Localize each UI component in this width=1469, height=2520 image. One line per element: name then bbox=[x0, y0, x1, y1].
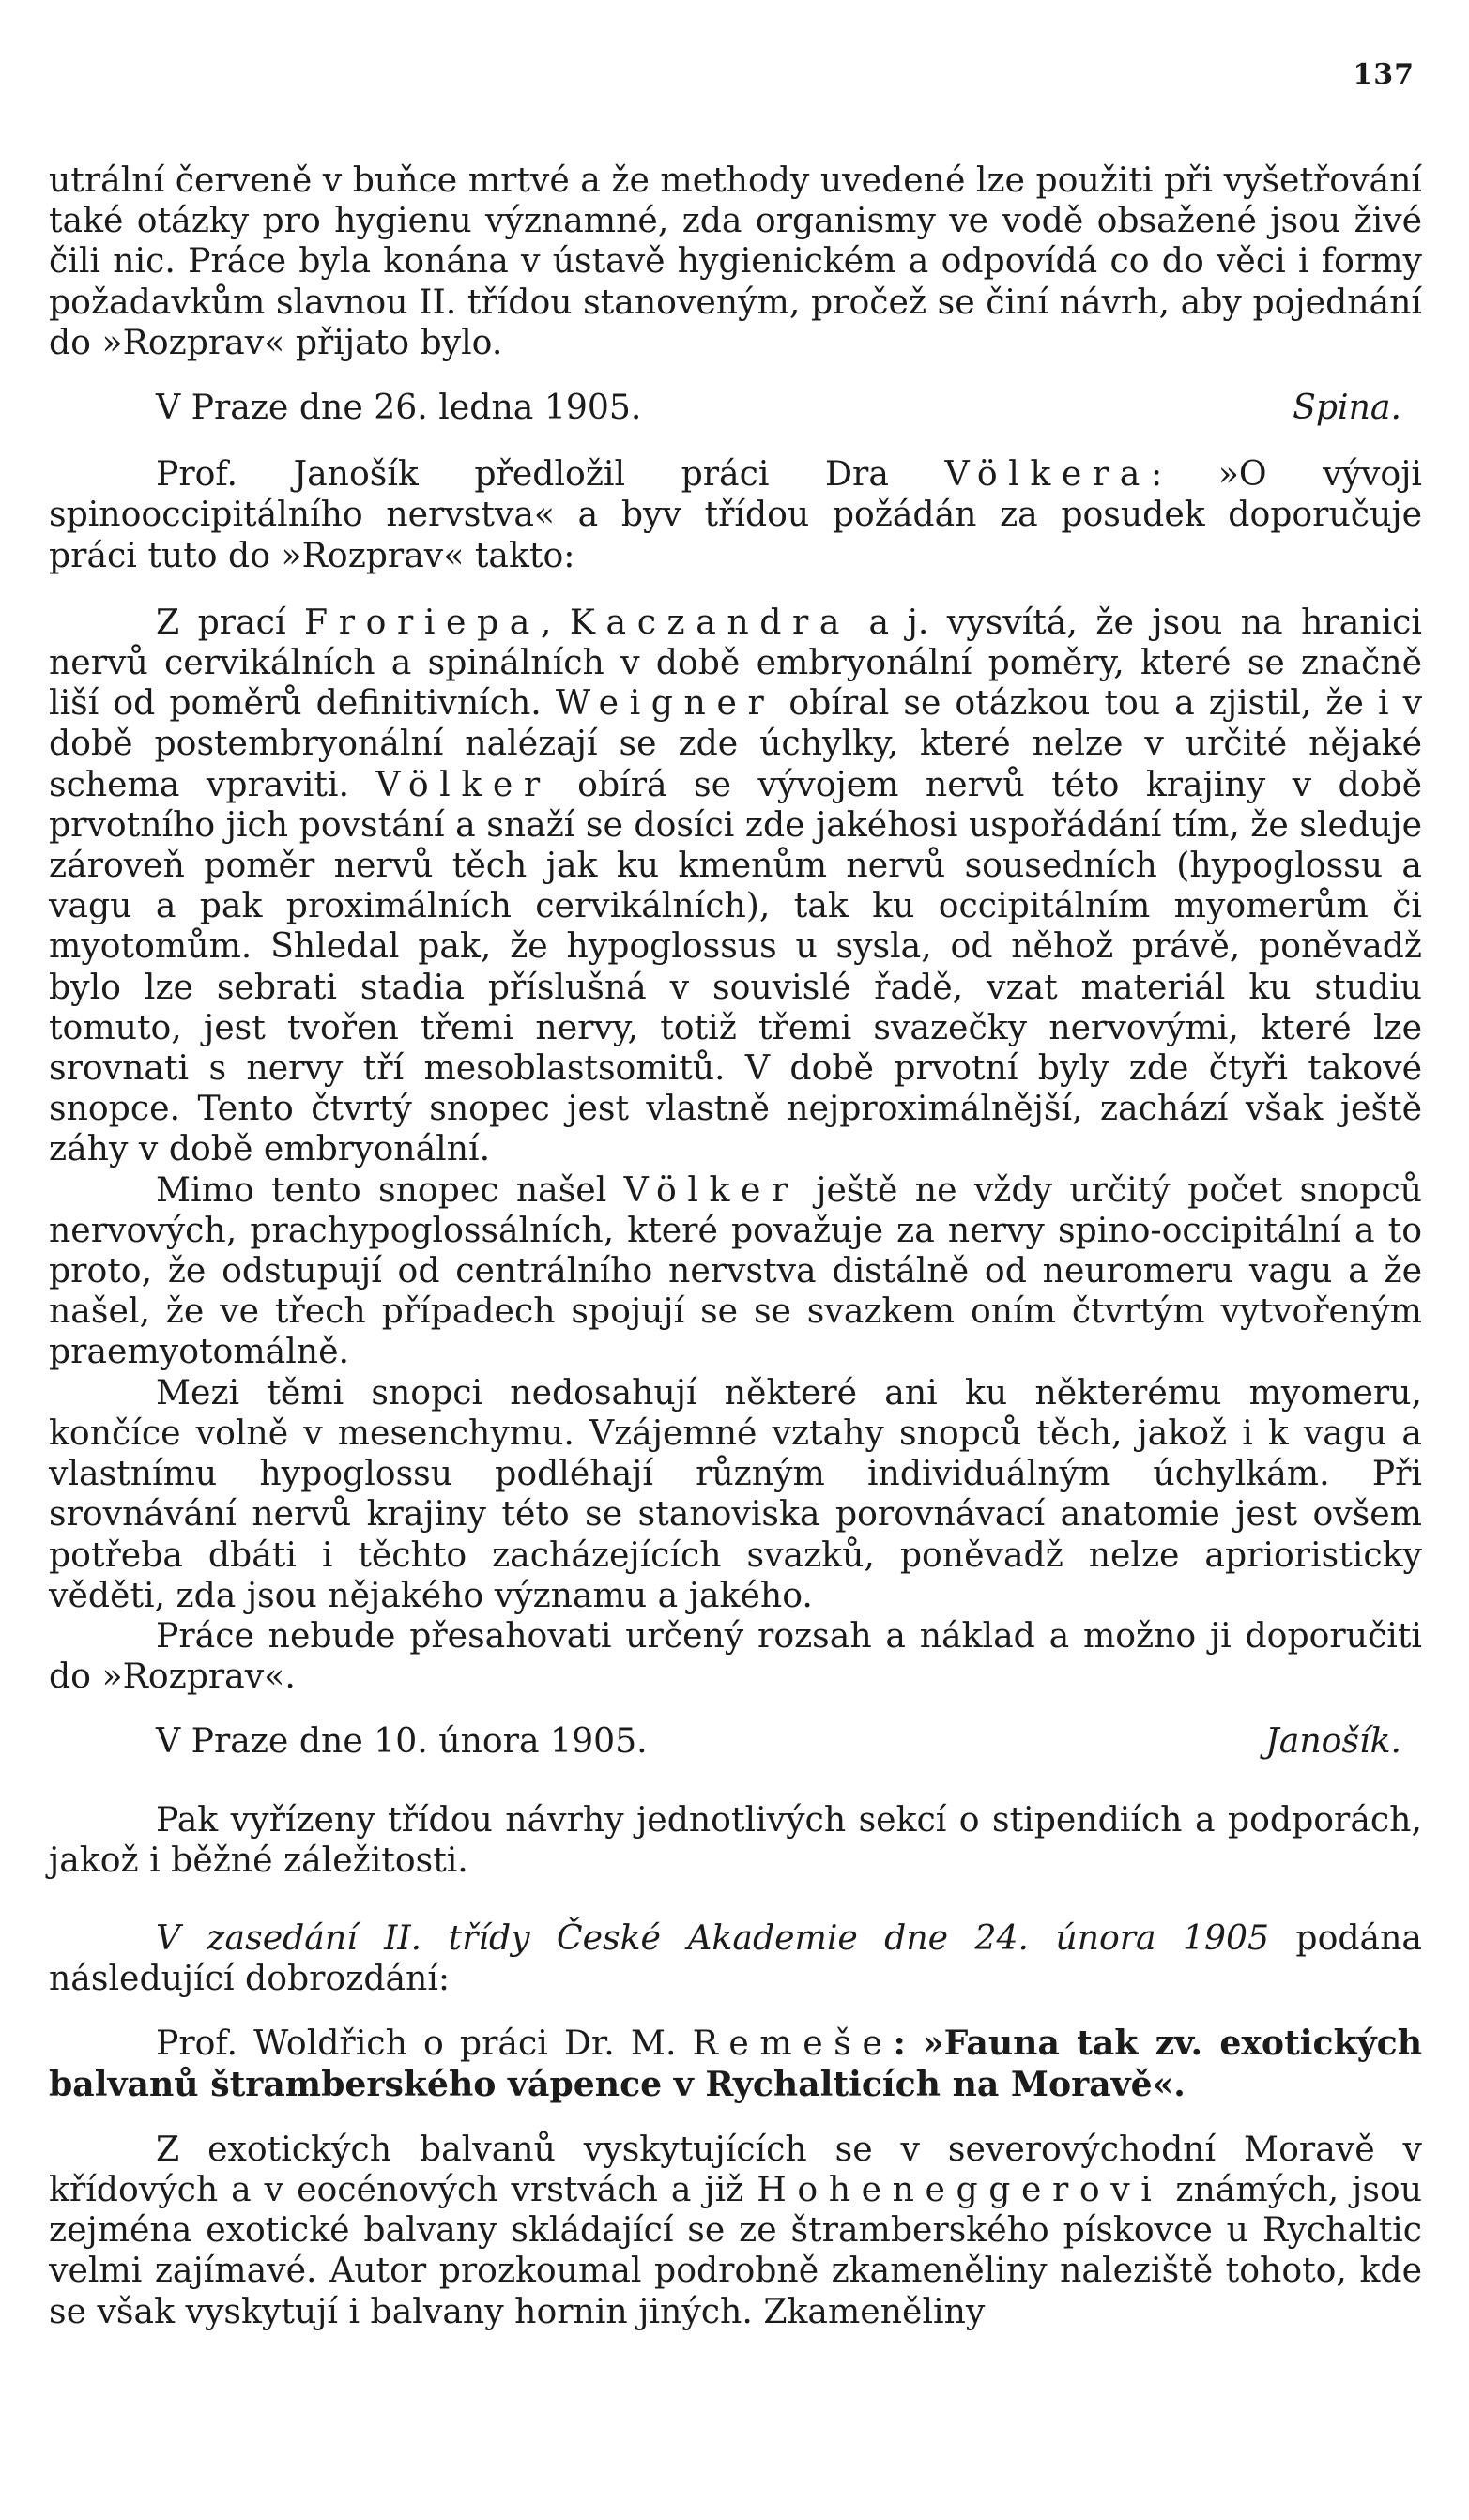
signature-place-date: V Praze dne 26. ledna 1905. bbox=[156, 387, 642, 428]
signature-name: Janošík. bbox=[1265, 1720, 1401, 1762]
paragraph-4: Mimo tento snopec našel Völker ještě ne vždy určitý počet snopců nervových, prachypoglossálních, které považuje za nervy spino-occipitální a to proto, že odstupují od centrálního nervstva distálně od neuromeru vagu a že našel, že ve třech případech spojují se se svazkem oním čtvrtým vytvořeným praemyotomálně. bbox=[49, 1168, 1422, 1372]
page-number: 137 bbox=[1353, 58, 1415, 91]
cited-name: Völker bbox=[375, 763, 551, 804]
body-text bbox=[49, 160, 1422, 2331]
session-heading: V zasedání II. třídy České Akademie dne 24. února 1905 podána následující dobrozdání: bbox=[49, 1917, 1422, 1999]
paragraph-1: utrální červeně v buňce mrtvé a že methody uvedené lze použiti při vyšetřování také otázky pro hygienu významné, zda organismy ve vodě obsažené jsou živé čili nic. Práce byla konána v ústavě hygienickém a odpovídá co do věci i formy požadavkům slavnou II. třídou stanoveným, pročež se činí návrh, aby pojednání do »Rozprav« přijato bylo. bbox=[49, 160, 1422, 362]
author-name: Remeše bbox=[692, 2023, 894, 2064]
cited-name: Hoheneggerovi bbox=[757, 2168, 1163, 2209]
paragraph-6: Práce nebude přesahovati určený rozsah a náklad a možno ji doporučiti do »Rozprav«. bbox=[49, 1614, 1422, 1697]
paragraph-3: Z prací Froriepa, Kaczandra a j. vysvítá, že jsou na hranici nervů cervikálních a spinálních v době embryonální poměry, které se značně liší od poměrů definitivních. Weigner obíral se otázkou tou a zjistil, že i v době postembryonální nalézají se zde úchylky, které nelze v určité nějaké schema vpraviti. Völker obírá se vývojem nervů této krajiny v době prvotního jich povstání a snaží se dosíci zde jakéhosi uspořádání tím, že sleduje zároveň poměr nervů těch jak ku kmenům nervů sousedních (hypoglossu a vagu a pak proximálních cervikálních), tak ku occipitálním myomerům či myotomům. Shledal pak, že hypoglossus u sysla, od něhož právě, poněvadž bylo lze sebrati stadia příslušná v souvislé řadě, vzat materiál ku studiu tomuto, jest tvořen třemi nervy, totiž třemi svazečky nervovými, které lze srovnati s nervy tří mesoblastsomitů. V době prvotní byly zde čtyři takové snopce. Tento čtvrtý snopec jest vlastně nejproximálnější, zachází však ještě záhy v době embryonální. bbox=[49, 601, 1423, 1169]
signature-line-2 bbox=[49, 1720, 1422, 1761]
cited-name: Weigner bbox=[555, 682, 775, 724]
author-name: Völkera bbox=[944, 453, 1151, 495]
cited-name: Völker bbox=[623, 1168, 799, 1210]
signature-line-1 bbox=[49, 387, 1422, 427]
paragraph-2: Prof. Janošík předložil práci Dra Völkera: »O vývoji spinooccipitálního nervstva« a byv třídou požádán za posudek doporučuje práci tuto do »Rozprav« takto: bbox=[49, 453, 1423, 575]
cited-name: Kaczandra bbox=[569, 601, 851, 642]
cited-name: Froriepa bbox=[304, 601, 541, 642]
paragraph-7: Pak vyřízeny třídou návrhy jednotlivých sekcí o stipendiích a podporách, jakož i běžné záležitosti. bbox=[49, 1798, 1422, 1880]
signature-place-date: V Praze dne 10. února 1905. bbox=[156, 1720, 648, 1762]
paragraph-10: Z exotických balvanů vyskytujících se v severovýchodní Moravě v křídových a v eocénových vrstvách a již Hoheneggerovi známých, jsou zejména exotické balvany skládající se ze štramberského pískovce u Rychaltic velmi zajímavé. Autor prozkoumal podrobně zkameněliny naleziště tohoto, kde se však vyskytují i balvany hornin jiných. Zkameněliny bbox=[49, 2128, 1423, 2331]
signature-name: Spina. bbox=[1293, 387, 1401, 428]
paragraph-5: Mezi těmi snopci nedosahují některé ani ku některému myomeru, končíce volně v mesenchymu. Vzájemné vztahy snopců těch, jakož i k vagu a vlastnímu hypoglossu podléhají různým individuálným úchylkám. Při srovnávání nervů krajiny této se stanoviska porovnávací anatomie jest ovšem potřeba dbáti i těchto zacházejících svazků, poněvadž nelze aprioristicky věděti, zda jsou nějakého významu a jakého. bbox=[49, 1371, 1422, 1615]
paragraph-9: Prof. Woldřich o práci Dr. M. Remeše: »Fauna tak zv. exotických balvanů štramberského vápence v Rychalticích na Moravě«. bbox=[49, 2023, 1423, 2104]
